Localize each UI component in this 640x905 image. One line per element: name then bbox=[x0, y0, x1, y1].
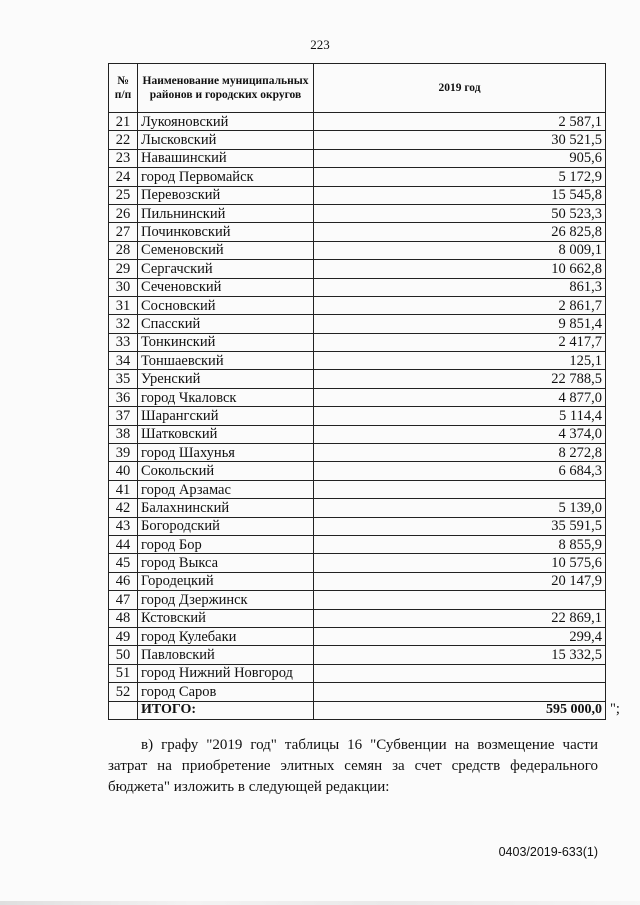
table-row bbox=[109, 113, 606, 131]
row-name: город Первомайск bbox=[138, 168, 314, 186]
row-name: Пильнинский bbox=[138, 204, 314, 222]
row-name: Кстовский bbox=[138, 609, 314, 627]
table-header-row bbox=[109, 64, 606, 113]
scan-edge bbox=[0, 901, 640, 905]
amendment-text: в) графу "2019 год" таблицы 16 "Субвенции на возмещение части затрат на приобретение элитных семян за счет средств федерального бюджета" изложить в следующей редакции: bbox=[108, 737, 598, 795]
row-value bbox=[314, 664, 606, 682]
row-name: Тоншаевский bbox=[138, 352, 314, 370]
row-name: Шарангский bbox=[138, 407, 314, 425]
table-row bbox=[109, 554, 606, 572]
row-value: 861,3 bbox=[314, 278, 606, 296]
header-number: № п/п bbox=[109, 64, 138, 113]
row-name: Павловский bbox=[138, 646, 314, 664]
row-number: 51 bbox=[109, 664, 138, 682]
table-row bbox=[109, 591, 606, 609]
row-name: Навашинский bbox=[138, 149, 314, 167]
row-name: Сокольский bbox=[138, 462, 314, 480]
row-number: 41 bbox=[109, 480, 138, 498]
row-name: Городецкий bbox=[138, 572, 314, 590]
row-value: 2 861,7 bbox=[314, 296, 606, 314]
row-number: 25 bbox=[109, 186, 138, 204]
row-value: 299,4 bbox=[314, 627, 606, 645]
row-value: 22 788,5 bbox=[314, 370, 606, 388]
row-name: Спасский bbox=[138, 315, 314, 333]
header-year: 2019 год bbox=[314, 64, 606, 113]
row-name: Сосновский bbox=[138, 296, 314, 314]
row-value: 8 855,9 bbox=[314, 535, 606, 553]
total-label: ИТОГО: bbox=[138, 701, 314, 719]
row-value: 905,6 bbox=[314, 149, 606, 167]
document-code: 0403/2019-633(1) bbox=[498, 845, 598, 859]
table-row bbox=[109, 462, 606, 480]
table-row bbox=[109, 370, 606, 388]
row-number: 45 bbox=[109, 554, 138, 572]
row-number: 31 bbox=[109, 296, 138, 314]
total-row bbox=[109, 701, 606, 719]
table-row bbox=[109, 444, 606, 462]
row-name: Сергачский bbox=[138, 260, 314, 278]
table-row bbox=[109, 186, 606, 204]
total-closing-quote: "; bbox=[610, 701, 620, 717]
row-value: 6 684,3 bbox=[314, 462, 606, 480]
row-value: 50 523,3 bbox=[314, 204, 606, 222]
row-number: 22 bbox=[109, 131, 138, 149]
table-row bbox=[109, 388, 606, 406]
row-number: 43 bbox=[109, 517, 138, 535]
table-row bbox=[109, 646, 606, 664]
row-value: 5 139,0 bbox=[314, 499, 606, 517]
row-number: 26 bbox=[109, 204, 138, 222]
row-number: 21 bbox=[109, 113, 138, 131]
table-row bbox=[109, 517, 606, 535]
table-row bbox=[109, 204, 606, 222]
table-row bbox=[109, 425, 606, 443]
row-name: город Арзамас bbox=[138, 480, 314, 498]
table-row bbox=[109, 609, 606, 627]
amendment-paragraph bbox=[108, 735, 598, 798]
row-number: 49 bbox=[109, 627, 138, 645]
row-number: 28 bbox=[109, 241, 138, 259]
row-name: Тонкинский bbox=[138, 333, 314, 351]
row-number: 32 bbox=[109, 315, 138, 333]
table-row bbox=[109, 149, 606, 167]
row-value: 26 825,8 bbox=[314, 223, 606, 241]
row-value: 4 374,0 bbox=[314, 425, 606, 443]
row-value: 2 417,7 bbox=[314, 333, 606, 351]
row-value bbox=[314, 683, 606, 701]
table-row bbox=[109, 260, 606, 278]
row-name: город Выкса bbox=[138, 554, 314, 572]
table-row bbox=[109, 296, 606, 314]
row-number: 50 bbox=[109, 646, 138, 664]
row-number: 48 bbox=[109, 609, 138, 627]
row-value: 125,1 bbox=[314, 352, 606, 370]
row-number: 36 bbox=[109, 388, 138, 406]
subsidy-table bbox=[108, 63, 606, 720]
row-name: Уренский bbox=[138, 370, 314, 388]
row-name: Шатковский bbox=[138, 425, 314, 443]
table-row bbox=[109, 683, 606, 701]
row-name: город Шахунья bbox=[138, 444, 314, 462]
table-row bbox=[109, 131, 606, 149]
row-value: 5 172,9 bbox=[314, 168, 606, 186]
row-value: 8 009,1 bbox=[314, 241, 606, 259]
table-row bbox=[109, 333, 606, 351]
row-number: 27 bbox=[109, 223, 138, 241]
table-row bbox=[109, 664, 606, 682]
row-number: 34 bbox=[109, 352, 138, 370]
row-value: 22 869,1 bbox=[314, 609, 606, 627]
row-name: город Кулебаки bbox=[138, 627, 314, 645]
row-value: 10 575,6 bbox=[314, 554, 606, 572]
row-number: 42 bbox=[109, 499, 138, 517]
row-name: город Саров bbox=[138, 683, 314, 701]
table-row bbox=[109, 352, 606, 370]
page-number: 223 bbox=[310, 37, 330, 52]
row-value bbox=[314, 591, 606, 609]
row-number: 39 bbox=[109, 444, 138, 462]
row-name: Лысковский bbox=[138, 131, 314, 149]
row-number: 44 bbox=[109, 535, 138, 553]
row-name: город Чкаловск bbox=[138, 388, 314, 406]
table-row bbox=[109, 480, 606, 498]
row-number: 47 bbox=[109, 591, 138, 609]
row-value: 30 521,5 bbox=[314, 131, 606, 149]
row-number: 38 bbox=[109, 425, 138, 443]
row-value: 15 545,8 bbox=[314, 186, 606, 204]
row-name: Починковский bbox=[138, 223, 314, 241]
row-value: 20 147,9 bbox=[314, 572, 606, 590]
row-name: город Нижний Новгород bbox=[138, 664, 314, 682]
row-value: 8 272,8 bbox=[314, 444, 606, 462]
row-name: Богородский bbox=[138, 517, 314, 535]
row-number: 35 bbox=[109, 370, 138, 388]
row-number: 30 bbox=[109, 278, 138, 296]
row-number: 46 bbox=[109, 572, 138, 590]
row-value: 35 591,5 bbox=[314, 517, 606, 535]
row-number: 40 bbox=[109, 462, 138, 480]
row-value: 4 877,0 bbox=[314, 388, 606, 406]
row-value: 10 662,8 bbox=[314, 260, 606, 278]
row-value bbox=[314, 480, 606, 498]
row-number: 29 bbox=[109, 260, 138, 278]
row-name: Балахнинский bbox=[138, 499, 314, 517]
row-number: 23 bbox=[109, 149, 138, 167]
table-row bbox=[109, 407, 606, 425]
row-name: город Дзержинск bbox=[138, 591, 314, 609]
row-name: Сеченовский bbox=[138, 278, 314, 296]
row-number: 24 bbox=[109, 168, 138, 186]
row-number: 52 bbox=[109, 683, 138, 701]
row-value: 15 332,5 bbox=[314, 646, 606, 664]
table-row bbox=[109, 572, 606, 590]
row-name: город Бор bbox=[138, 535, 314, 553]
row-name: Семеновский bbox=[138, 241, 314, 259]
table-row bbox=[109, 627, 606, 645]
row-name: Перевозский bbox=[138, 186, 314, 204]
table-row bbox=[109, 168, 606, 186]
table-row bbox=[109, 241, 606, 259]
total-value: 595 000,0 bbox=[314, 701, 606, 719]
table-row bbox=[109, 315, 606, 333]
table-body bbox=[109, 113, 606, 702]
table-row bbox=[109, 499, 606, 517]
row-value: 9 851,4 bbox=[314, 315, 606, 333]
total-empty-cell bbox=[109, 701, 138, 719]
table-row bbox=[109, 278, 606, 296]
row-value: 2 587,1 bbox=[314, 113, 606, 131]
row-number: 33 bbox=[109, 333, 138, 351]
header-name: Наименование муниципальных районов и городских округов bbox=[138, 64, 314, 113]
table-row bbox=[109, 223, 606, 241]
row-number: 37 bbox=[109, 407, 138, 425]
row-name: Лукояновский bbox=[138, 113, 314, 131]
row-value: 5 114,4 bbox=[314, 407, 606, 425]
table-row bbox=[109, 535, 606, 553]
